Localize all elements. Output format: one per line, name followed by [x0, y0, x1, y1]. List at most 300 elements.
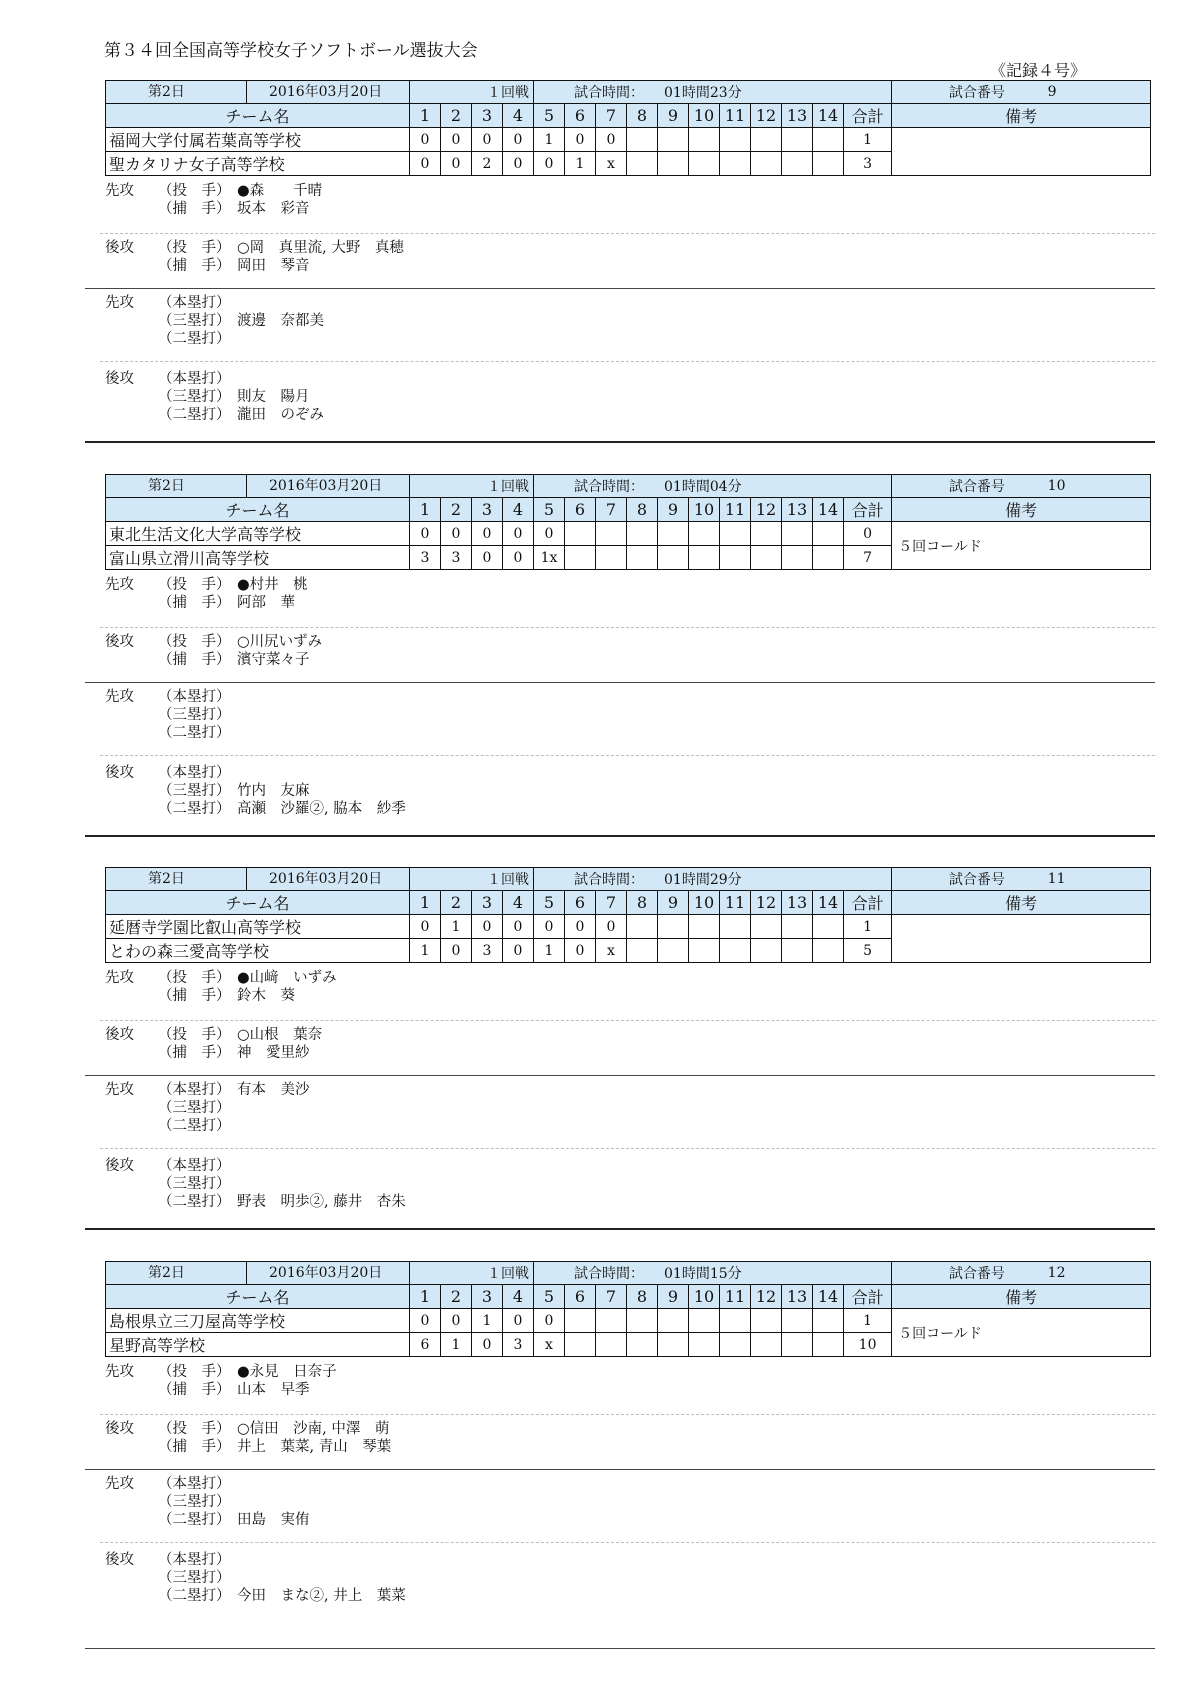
inning-score	[813, 915, 844, 939]
pitcher-names: ●永見 日奈子	[237, 1364, 337, 1380]
inning-header: 10	[689, 891, 720, 915]
dotted-divider	[100, 233, 1155, 234]
first-label: 先攻	[105, 970, 134, 986]
inning-score	[782, 128, 813, 152]
dotted-divider	[100, 755, 1155, 756]
double-names: 瀧田 のぞみ	[237, 407, 324, 423]
inning-score	[627, 152, 658, 176]
game-notes: ５回コールド	[892, 1309, 1151, 1357]
game-day-text: 第2日	[148, 1265, 185, 1281]
game-info-row	[106, 475, 1151, 498]
double-names: 田島 実侑	[237, 1512, 310, 1528]
inning-score: 1x	[534, 546, 565, 570]
game-no-label: 試合番号	[892, 1262, 1042, 1285]
inning-score	[720, 915, 751, 939]
pitcher-label: （投 手）	[158, 970, 231, 986]
team-name: 富山県立滑川高等学校	[106, 546, 410, 570]
game-day	[106, 1262, 410, 1285]
inning-score: 0	[503, 522, 534, 546]
home-run-label: （本塁打）	[158, 1082, 231, 1098]
triple-label: （三塁打）	[158, 1176, 231, 1192]
triple-line	[158, 706, 237, 724]
inning-score	[596, 546, 627, 570]
game-no: 9	[1042, 81, 1151, 104]
scoreboard-header-row	[106, 498, 1151, 522]
inning-score: 0	[410, 128, 441, 152]
game-info-row	[106, 81, 1151, 104]
catcher-label: （捕 手）	[158, 1439, 231, 1455]
catcher-line	[158, 594, 295, 612]
inning-score	[627, 915, 658, 939]
team-name: 島根県立三刀屋高等学校	[106, 1309, 410, 1333]
catcher-names: 坂本 彩音	[237, 201, 310, 217]
catcher-label: （捕 手）	[158, 201, 231, 217]
inning-score	[658, 1309, 689, 1333]
inning-score	[751, 546, 782, 570]
catcher-line	[158, 651, 310, 669]
inning-score	[720, 1309, 751, 1333]
game-time: 01時間04分	[664, 479, 742, 495]
inning-score: 0	[534, 915, 565, 939]
team-name: とわの森三愛高等学校	[106, 939, 410, 963]
catcher-line	[158, 1381, 310, 1399]
inning-header: 8	[627, 1285, 658, 1309]
game-day	[106, 475, 410, 498]
game-time-cell	[534, 868, 892, 891]
inning-score: 0	[503, 1309, 534, 1333]
scoreboard-table	[105, 867, 1151, 963]
triple-label: （三塁打）	[158, 389, 231, 405]
team-total: 1	[844, 128, 892, 152]
catcher-label: （捕 手）	[158, 1382, 231, 1398]
triple-label: （三塁打）	[158, 783, 231, 799]
double-line	[158, 1587, 406, 1605]
inning-score	[596, 522, 627, 546]
tournament-title: 第３４回全国高等学校女子ソフトボール選抜大会	[104, 41, 478, 61]
inning-score	[658, 128, 689, 152]
inning-header: 8	[627, 498, 658, 522]
team-total: 3	[844, 152, 892, 176]
inning-score	[658, 1333, 689, 1357]
inning-score: 0	[565, 128, 596, 152]
inning-score: x	[596, 939, 627, 963]
inning-header: 2	[441, 498, 472, 522]
game-time-label: 試合時間：	[574, 1266, 644, 1282]
team-name: 東北生活文化大学高等学校	[106, 522, 410, 546]
inning-score	[813, 546, 844, 570]
inning-score: 0	[596, 128, 627, 152]
inning-score: 0	[534, 522, 565, 546]
record-number: 《記録４号》	[990, 61, 1087, 80]
inning-score: 0	[503, 915, 534, 939]
game-date: 2016年03月20日	[269, 478, 383, 494]
inning-header: 6	[565, 891, 596, 915]
double-line	[158, 330, 237, 348]
inning-score: 0	[503, 152, 534, 176]
catcher-names: 阿部 華	[237, 595, 295, 611]
inning-score	[658, 546, 689, 570]
game-record	[85, 80, 1150, 472]
triple-line	[158, 388, 310, 406]
pitcher-label: （投 手）	[158, 1364, 231, 1380]
team-total: 10	[844, 1333, 892, 1357]
inning-header: 12	[751, 1285, 782, 1309]
game-notes	[892, 128, 1151, 176]
game-time: 01時間29分	[664, 872, 742, 888]
pitcher-names: ●森 千晴	[237, 183, 323, 199]
inning-score	[689, 939, 720, 963]
game-day	[106, 81, 410, 104]
inning-score: 0	[565, 939, 596, 963]
inning-score: 3	[441, 546, 472, 570]
home-run-line	[158, 294, 237, 312]
game-info-row	[106, 868, 1151, 891]
scoreboard-table	[105, 80, 1151, 176]
team-total: 1	[844, 915, 892, 939]
inning-score: 0	[503, 546, 534, 570]
team-total: 0	[844, 522, 892, 546]
inning-score	[782, 939, 813, 963]
game-time-cell	[534, 1262, 892, 1285]
inning-score	[813, 1309, 844, 1333]
inning-score	[751, 152, 782, 176]
double-label: （二塁打）	[158, 331, 231, 347]
inning-score	[689, 522, 720, 546]
inning-score: 1	[441, 915, 472, 939]
dotted-divider	[100, 361, 1155, 362]
first-label: 先攻	[105, 183, 134, 199]
inning-score	[813, 152, 844, 176]
team-total: 7	[844, 546, 892, 570]
inning-header: 10	[689, 498, 720, 522]
inning-score	[565, 522, 596, 546]
game-time: 01時間23分	[664, 85, 742, 101]
triple-line	[158, 1099, 237, 1117]
inning-score: 1	[534, 128, 565, 152]
inning-score: 1	[441, 1333, 472, 1357]
inning-header: 11	[720, 891, 751, 915]
inning-score	[658, 915, 689, 939]
triple-names: 竹内 友麻	[237, 783, 310, 799]
inning-score: 0	[441, 152, 472, 176]
inning-score	[627, 128, 658, 152]
triple-line	[158, 1493, 237, 1511]
second-label: 後攻	[105, 1158, 134, 1174]
team-total: 5	[844, 939, 892, 963]
inning-score	[658, 939, 689, 963]
inning-header: 4	[503, 104, 534, 128]
inning-score: 1	[565, 152, 596, 176]
double-label: （二塁打）	[158, 1512, 231, 1528]
inning-score	[720, 546, 751, 570]
inning-score	[751, 1309, 782, 1333]
inning-header: 1	[410, 498, 441, 522]
game-notes	[892, 915, 1151, 963]
inning-score	[720, 522, 751, 546]
home-run-label: （本塁打）	[158, 689, 231, 705]
inning-score	[751, 939, 782, 963]
game-time: 01時間15分	[664, 1266, 742, 1282]
inning-score	[627, 546, 658, 570]
inning-header: 3	[472, 891, 503, 915]
team-total: 1	[844, 1309, 892, 1333]
total-header: 合計	[844, 498, 892, 522]
inning-header: 2	[441, 104, 472, 128]
team-row	[106, 915, 1151, 939]
inning-score: 3	[503, 1333, 534, 1357]
inning-score: 0	[441, 522, 472, 546]
game-time-label: 試合時間：	[574, 872, 644, 888]
home-run-label: （本塁打）	[158, 1476, 231, 1492]
team-header: チーム名	[106, 498, 410, 522]
pitcher-label: （投 手）	[158, 1027, 231, 1043]
inning-header: 7	[596, 498, 627, 522]
inning-score: 0	[410, 1309, 441, 1333]
dotted-divider	[100, 1414, 1155, 1415]
double-names: 高瀬 沙羅②, 脇本 紗季	[237, 801, 406, 817]
inning-score	[689, 128, 720, 152]
pitcher-names: ○岡 真里流, 大野 真穂	[237, 240, 404, 256]
team-row	[106, 1309, 1151, 1333]
inning-score	[689, 546, 720, 570]
catcher-names: 井上 葉菜, 青山 琴葉	[237, 1439, 392, 1455]
second-label: 後攻	[105, 1421, 134, 1437]
catcher-line	[158, 1044, 310, 1062]
triple-line	[158, 312, 324, 330]
pitcher-label: （投 手）	[158, 634, 231, 650]
team-row	[106, 128, 1151, 152]
inning-score	[782, 152, 813, 176]
page-bottom-rule	[85, 1648, 1155, 1649]
triple-line	[158, 1569, 237, 1587]
inning-header: 3	[472, 1285, 503, 1309]
total-header: 合計	[844, 891, 892, 915]
dotted-divider	[100, 1148, 1155, 1149]
catcher-label: （捕 手）	[158, 652, 231, 668]
inning-score	[689, 1309, 720, 1333]
game-round: １回戦	[410, 475, 534, 498]
inning-score	[782, 1333, 813, 1357]
inning-score	[720, 128, 751, 152]
pitcher-line	[158, 576, 308, 594]
pitcher-line	[158, 239, 404, 257]
inning-header: 14	[813, 1285, 844, 1309]
pitcher-label: （投 手）	[158, 577, 231, 593]
inning-score: 0	[472, 915, 503, 939]
inning-header: 13	[782, 498, 813, 522]
inning-header: 5	[534, 104, 565, 128]
inning-score	[627, 522, 658, 546]
inning-header: 11	[720, 104, 751, 128]
inning-score: 0	[472, 1333, 503, 1357]
inning-score: 0	[596, 915, 627, 939]
game-time-label: 試合時間：	[574, 479, 644, 495]
inning-header: 1	[410, 104, 441, 128]
pitcher-names: ○川尻いずみ	[237, 634, 323, 650]
inning-score	[627, 939, 658, 963]
game-day-text: 第2日	[148, 478, 185, 494]
double-label: （二塁打）	[158, 725, 231, 741]
inning-header: 13	[782, 891, 813, 915]
pitcher-names: ○山根 葉奈	[237, 1027, 323, 1043]
inning-header: 7	[596, 104, 627, 128]
inning-header: 13	[782, 104, 813, 128]
pitcher-label: （投 手）	[158, 240, 231, 256]
inning-score: 3	[410, 546, 441, 570]
inning-score: 0	[534, 1309, 565, 1333]
pitcher-line	[158, 1363, 337, 1381]
section-divider	[85, 1469, 1155, 1470]
inning-score: 0	[472, 522, 503, 546]
home-run-names: 有本 美沙	[237, 1082, 310, 1098]
inning-header: 1	[410, 891, 441, 915]
home-run-line	[158, 764, 237, 782]
game-time-label: 試合時間：	[574, 85, 644, 101]
inning-score	[596, 1333, 627, 1357]
first-label: 先攻	[105, 295, 134, 311]
team-name: 福岡大学付属若葉高等学校	[106, 128, 410, 152]
inning-score	[627, 1309, 658, 1333]
home-run-line	[158, 1081, 310, 1099]
game-notes: ５回コールド	[892, 522, 1151, 570]
inning-score: 2	[472, 152, 503, 176]
second-label: 後攻	[105, 1027, 134, 1043]
inning-header: 11	[720, 1285, 751, 1309]
catcher-line	[158, 987, 295, 1005]
team-name: 星野高等学校	[106, 1333, 410, 1357]
team-header: チーム名	[106, 1285, 410, 1309]
inning-score	[689, 915, 720, 939]
team-row	[106, 522, 1151, 546]
game-date: 2016年03月20日	[269, 84, 383, 100]
inning-score	[813, 522, 844, 546]
first-label: 先攻	[105, 1364, 134, 1380]
inning-score	[720, 939, 751, 963]
catcher-line	[158, 257, 310, 275]
team-name: 延暦寺学園比叡山高等学校	[106, 915, 410, 939]
inning-header: 12	[751, 104, 782, 128]
inning-score: 0	[472, 546, 503, 570]
inning-header: 13	[782, 1285, 813, 1309]
notes-header: 備考	[892, 104, 1151, 128]
inning-score	[720, 152, 751, 176]
game-day-text: 第2日	[148, 871, 185, 887]
first-label: 先攻	[105, 577, 134, 593]
inning-header: 6	[565, 1285, 596, 1309]
inning-score: 1	[472, 1309, 503, 1333]
inning-header: 9	[658, 104, 689, 128]
home-run-label: （本塁打）	[158, 1552, 231, 1568]
game-time-cell	[534, 81, 892, 104]
first-label: 先攻	[105, 1476, 134, 1492]
inning-score	[782, 915, 813, 939]
double-line	[158, 406, 324, 424]
game-separator	[85, 1228, 1155, 1230]
game-separator	[85, 835, 1155, 837]
pitcher-label: （投 手）	[158, 183, 231, 199]
inning-header: 5	[534, 498, 565, 522]
game-separator	[85, 441, 1155, 443]
pitcher-line	[158, 1026, 322, 1044]
inning-header: 14	[813, 104, 844, 128]
section-divider	[85, 1075, 1155, 1076]
inning-score	[689, 1333, 720, 1357]
inning-header: 4	[503, 1285, 534, 1309]
game-date: 2016年03月20日	[269, 1265, 383, 1281]
inning-score	[813, 128, 844, 152]
inning-header: 12	[751, 891, 782, 915]
double-line	[158, 800, 406, 818]
scoreboard-header-row	[106, 1285, 1151, 1309]
second-label: 後攻	[105, 240, 134, 256]
inning-header: 7	[596, 891, 627, 915]
inning-score	[658, 152, 689, 176]
game-no: 11	[1042, 868, 1151, 891]
scoreboard-header-row	[106, 104, 1151, 128]
catcher-label: （捕 手）	[158, 1045, 231, 1061]
catcher-names: 神 愛里紗	[237, 1045, 310, 1061]
double-names: 野表 明歩②, 藤井 杏朱	[237, 1194, 406, 1210]
double-line	[158, 1511, 310, 1529]
triple-label: （三塁打）	[158, 313, 231, 329]
game-round: １回戦	[410, 1262, 534, 1285]
game-record	[85, 1261, 1150, 1653]
catcher-line	[158, 200, 310, 218]
team-name: 聖カタリナ女子高等学校	[106, 152, 410, 176]
game-no-label: 試合番号	[892, 475, 1042, 498]
inning-score	[751, 128, 782, 152]
inning-header: 11	[720, 498, 751, 522]
inning-header: 4	[503, 498, 534, 522]
pitcher-line	[158, 182, 322, 200]
game-no-label: 試合番号	[892, 868, 1042, 891]
home-run-label: （本塁打）	[158, 295, 231, 311]
notes-header: 備考	[892, 1285, 1151, 1309]
double-label: （二塁打）	[158, 1194, 231, 1210]
inning-header: 2	[441, 891, 472, 915]
catcher-names: 鈴木 葵	[237, 988, 295, 1004]
catcher-label: （捕 手）	[158, 258, 231, 274]
game-round: １回戦	[410, 81, 534, 104]
triple-label: （三塁打）	[158, 1570, 231, 1586]
home-run-label: （本塁打）	[158, 765, 231, 781]
inning-score	[720, 1333, 751, 1357]
pitcher-names: ○信田 沙南, 中澤 萌	[237, 1421, 390, 1437]
pitcher-names: ●村井 桃	[237, 577, 308, 593]
triple-line	[158, 1175, 237, 1193]
inning-score: 0	[503, 128, 534, 152]
double-label: （二塁打）	[158, 1118, 231, 1134]
double-label: （二塁打）	[158, 1588, 231, 1604]
inning-score: 1	[534, 939, 565, 963]
dotted-divider	[100, 627, 1155, 628]
inning-score: 0	[441, 939, 472, 963]
inning-score	[782, 1309, 813, 1333]
inning-score: 0	[503, 939, 534, 963]
inning-score: 6	[410, 1333, 441, 1357]
total-header: 合計	[844, 1285, 892, 1309]
double-names: 今田 まな②, 井上 葉菜	[237, 1588, 406, 1604]
pitcher-label: （投 手）	[158, 1421, 231, 1437]
inning-score	[782, 546, 813, 570]
catcher-line	[158, 1438, 391, 1456]
game-no: 12	[1042, 1262, 1151, 1285]
triple-label: （三塁打）	[158, 1494, 231, 1510]
game-day-text: 第2日	[148, 84, 185, 100]
game-no-label: 試合番号	[892, 81, 1042, 104]
pitcher-line	[158, 1420, 389, 1438]
inning-score: 0	[565, 915, 596, 939]
